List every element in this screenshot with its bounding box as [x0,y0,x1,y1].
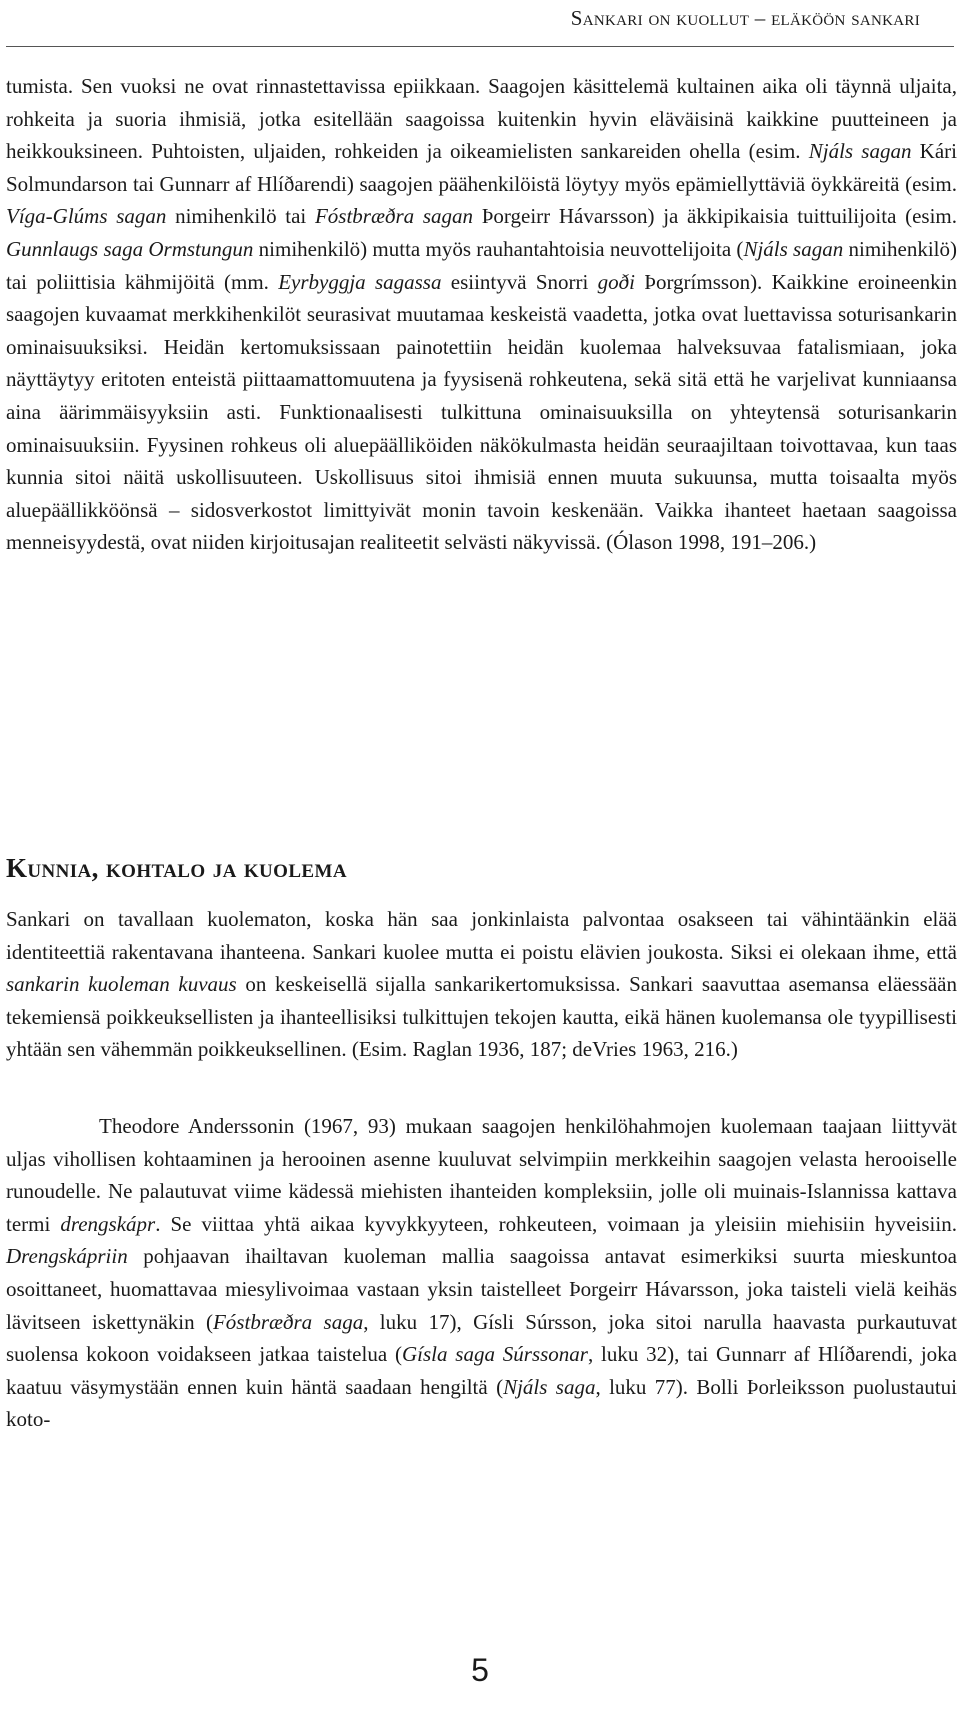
text-run: nimihenkilö) mutta myös rauhantahtoisia neuvottelijoita ( [253,236,744,261]
text-run: esiintyvä Snorri [441,269,598,294]
italic-run: Njáls sagan [743,236,844,261]
text-run: . Se viittaa yhtä aikaa kyvykkyyteen, rohkeuteen, voimaan ja yleisiin miehisiin hyveisiin. [155,1211,957,1236]
italic-run: Víga-Glúms sagan [6,204,167,229]
italic-run: sankarin kuoleman kuvaus [6,972,237,997]
italic-run: goði [597,269,635,294]
running-head: Sankari on kuollut – eläköön sankari [570,6,920,30]
italic-run: drengskápr [60,1211,156,1236]
text-run: Þorgeirr Hávarsson) ja äkkipikaisia tuittuilijoita (esim. [473,204,958,229]
section-heading: Kunnia, kohtalo ja kuolema [6,853,347,883]
text-run: tumista. Sen vuoksi ne ovat rinnastettavissa epiikkaan. Saagojen käsittelemä kultainen aika oli täynnä uljaita, rohkeita ja suoria ihmisiä, jotka esitellään saagoissa kuitenkin hyvin eläväisinä kaikkine puutteineen ja heikkouksineen. Puhtoisten, uljaiden, rohkeiden ja oikeamielisten sankareiden ohella (esim. [6,74,957,164]
italic-run: Eyrbyggja sagassa [278,269,442,294]
text-run: , luku 17), Gísli Súrsson, joka sitoi narulla haavasta purkautuvat suolensa kokoon voidakseen jatkaa taistelua ( [6,1309,957,1367]
text-run: Sankari on tavallaan kuolematon, koska hän saa jonkinlaista palvontaa osakseen tai vähintäänkin elää identiteettiä rakentavana ihanteena. Sankari kuolee mutta ei poistu elävien joukosta. Siksi ei olekaan ihme, että [6,907,957,964]
text-run: nimihenkilö) tai poliittisia kähmijöitä (mm. [6,236,957,294]
paragraph-1 [6,70,957,559]
text-run: pohjaavan ihailtavan kuoleman mallia saagoissa antavat esimerkiksi suurta mieskuntoa osoittaneet, huomattavaa miesylivoimaa vastaan yksin taistelleet Þorgeirr Hávarsson, joka taisteli vielä keihäs lävitseen iskettynäkin ( [6,1244,957,1334]
text-run: nimihenkilö tai [166,204,315,229]
header-rule [6,46,954,47]
italic-run: Fóstbræðra sagan [314,204,474,229]
paragraph-3 [6,1110,957,1436]
text-run: , luku 77). Bolli Þorleiksson puolustautui koto- [6,1374,957,1432]
text-run: Kári Solmundarson tai Gunnarr af Hlíðarendi) saagojen päähenkilöistä löytyy myös epämiellyttäviä öykkäreitä (esim. [6,139,957,196]
italic-run: Njáls saga [503,1374,596,1399]
italic-run: Drengskápriin [6,1244,128,1269]
page-number: 5 [471,1652,489,1688]
italic-run: Gunnlaugs saga Ormstungun [6,236,254,261]
italic-run: Njáls sagan [808,139,912,164]
italic-run: Gísla saga Súrssonar [401,1342,588,1367]
text-run: on keskeisellä sijalla sankarikertomuksissa. Sankari saavuttaa asemansa eläessään tekemiensä poikkeuksellisten ja ihanteellisiksi tulkittujen tekojen kautta, eikä hänen kuolemansa ole tyypillisesti yhtään sen vähemmän poikkeuksellinen. (Esim. Raglan 1936, 187; deVries 1963, 216.) [6,972,957,1062]
text-run: Theodore Anderssonin (1967, 93) mukaan saagojen henkilöhahmojen kuolemaan taajaan liittyvät uljas vihollisen kohtaaminen ja herooinen asenne kuuluvat selvimpiin merkkeihin saagojen velasta herooiselle runoudelle. Ne palautuvat viime kädessä miehisten ihanteiden kompleksiin, jolle oli muinais-Islannissa kattava termi [6,1114,957,1236]
paragraph-2 [6,903,957,1066]
text-run: , luku 32), tai Gunnarr af Hlíðarendi, joka kaatuu väsymystään ennen kuin häntä saadaan hengiltä ( [6,1342,957,1399]
text-run: Þorgrímsson). Kaikkine eroineenkin saagojen kuvaamat merkkihenkilöt seurasivat muutamaa keskeistä vaadetta, jotka ovat luettavissa soturisankarin ominaisuuksiksi. Heidän kertomuksissaan painotettiin heidän kuolemaa halveksuvaa fatalismiaan, joka näyttäytyy eritoten enteistä piittaamattomuutena ja fyysisenä rohkeutena, sekä sitä että he varjelivat kunniaansa aina äärimmäisyyksiin asti. Funktionaalisesti tulkittuna ominaisuuksilla on yhteytensä soturisankarin ominaisuuksiin. Fyysinen rohkeus oli aluepäälliköiden näkökulmasta heidän seuraajiltaan toivottavaa, kun taas kunnia sitoi näitä uskollisuuteen. Uskollisuus sitoi ihmisiä ennen muuta sukuunsa, mutta toisaalta myös aluepäällikköönsä – sidosverkostot limittyivät monin tavoin keskenään. Vaikka ihanteet haetaan saagoissa menneisyydestä, ovat niiden kirjoitusajan realiteetit selvästi näkyvissä. (Ólason 1998, 191–206.) [6,269,957,555]
italic-run: Fóstbræðra saga [212,1309,364,1334]
